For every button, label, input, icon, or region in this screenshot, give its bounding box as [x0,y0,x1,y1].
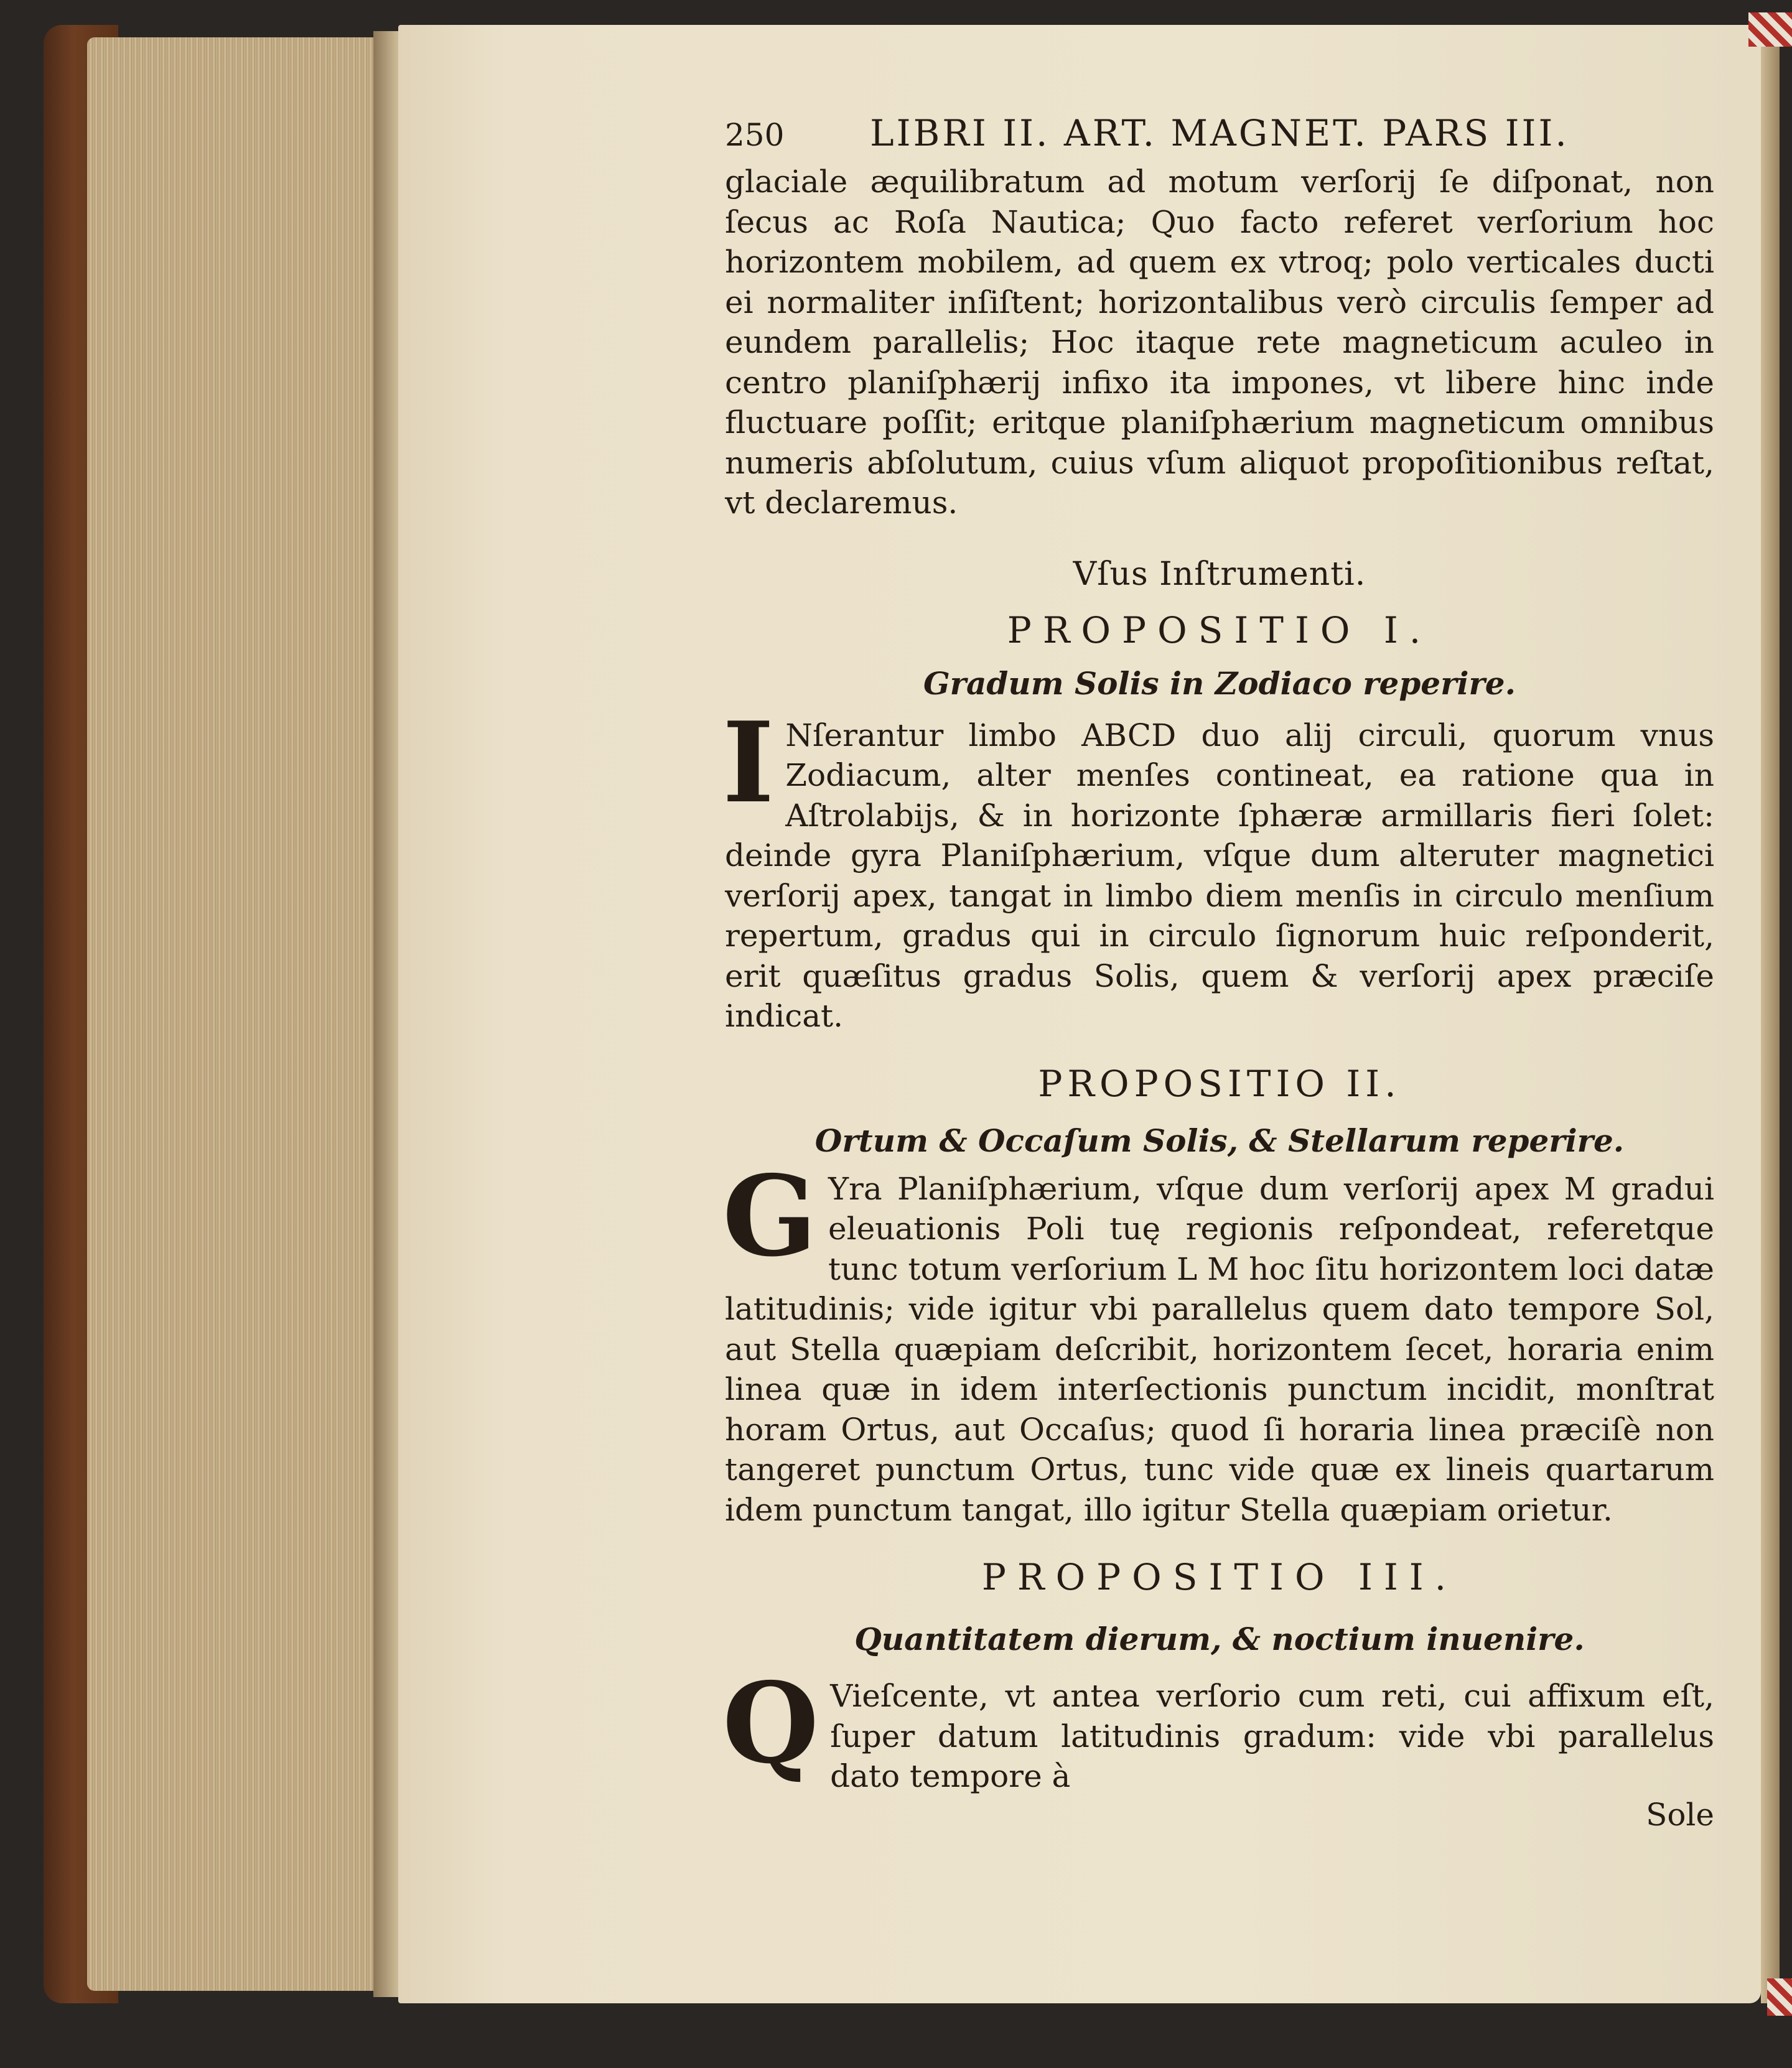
proposition-3-title: PROPOSITIO III. [981,1556,1458,1598]
proposition-3-dropcap: Q [722,1658,819,1788]
proposition-3-body: Vieſcente, vt antea verſorio cum reti, cui affixum eſt, ſuper datum latitudinis gradum: vide vbi parallelus dato tempore à [830,1678,1714,1794]
section-title: Vſus Inſtrumenti. [1073,555,1366,593]
proposition-1-text [722,697,1714,1036]
page-header [725,112,1714,162]
bookmark-ribbon [1748,12,1792,47]
catchword: Sole [1646,1796,1714,1833]
proposition-2-title: PROPOSITIO II. [1038,1062,1401,1105]
proposition-2-text [722,1150,1714,1530]
proposition-1-title: PROPOSITIO I. [1007,608,1432,651]
proposition-2-body: Yra Planiſphærium, vſque dum verſorij apex M gradui eleuationis Poli tuę regionis reſpondeat, referetque tunc totum verſorium L M hoc ſitu horizontem loci datæ latitudinis; vide igitur vbi parallelus quem dato tempore Sol, aut Stella quæpiam deſcribit, horizontem ſecet, horaria enim linea quæ in idem interſectionis punctum incidit, monſtrat horam Ortus, aut Occaſus; quod ſi horaria linea præciſè non tangeret punctum Ortus, tunc vide quæ ex lineis quartarum idem punctum tangat, illo igitur Stella quæpiam orietur. [725,1170,1714,1528]
proposition-2-dropcap: G [722,1150,818,1281]
running-title: LIBRI II. ART. MAGNET. PARS III. [870,112,1569,154]
proposition-1-body: Nſerantur limbo ABCD duo alij circuli, quorum vnus Zodiacum, alter menſes contineat, ea ratione qua in Aſtrolabijs, & in horizonte ſphæræ armillaris fieri ſolet: deinde gyra Planiſphærium, vſque dum alteruter magnetici verſorij apex, tangat in limbo diem menſis in circulo menſium repertum, gradus qui in circulo ſignorum huic reſponderit, erit quæſitus gradus Solis, quem & verſorij apex præciſe indicat. [725,717,1714,1034]
proposition-3-subtitle: Quantitatem dierum, & noctium inuenire. [854,1621,1585,1657]
bookmark-ribbon-bottom [1767,1978,1792,2016]
page-number: 250 [725,117,785,153]
page-text [722,112,1714,1833]
proposition-1-subtitle: Gradum Solis in Zodiaco reperire. [923,664,1516,702]
proposition-2-subtitle: Ortum & Occaſum Solis, & Stellarum reperire. [814,1122,1625,1159]
proposition-1-dropcap: I [722,697,775,827]
page-fore-edge [1761,37,1780,2003]
intro-paragraph: glaciale æquilibratum ad motum verſorij ſe diſponat, non ſecus ac Roſa Nautica; Quo facto referet verſorium hoc horizontem mobilem, ad quem ex vtroq; polo verticales ducti ei normaliter inſiſtent; horizontalibus verò circulis ſemper ad eundem parallelis; Hoc itaque rete magneticum aculeo in centro planiſphærij infixo ita impones, vt libere hinc inde fluctuare poſſit; eritque planiſphærium magneticum omnibus numeris abſolutum, cuius vſum aliquot propoſitionibus reſtat, vt declaremus. [725,164,1714,521]
page-block-edges [87,37,404,1991]
proposition-3-text [722,1658,1714,1797]
